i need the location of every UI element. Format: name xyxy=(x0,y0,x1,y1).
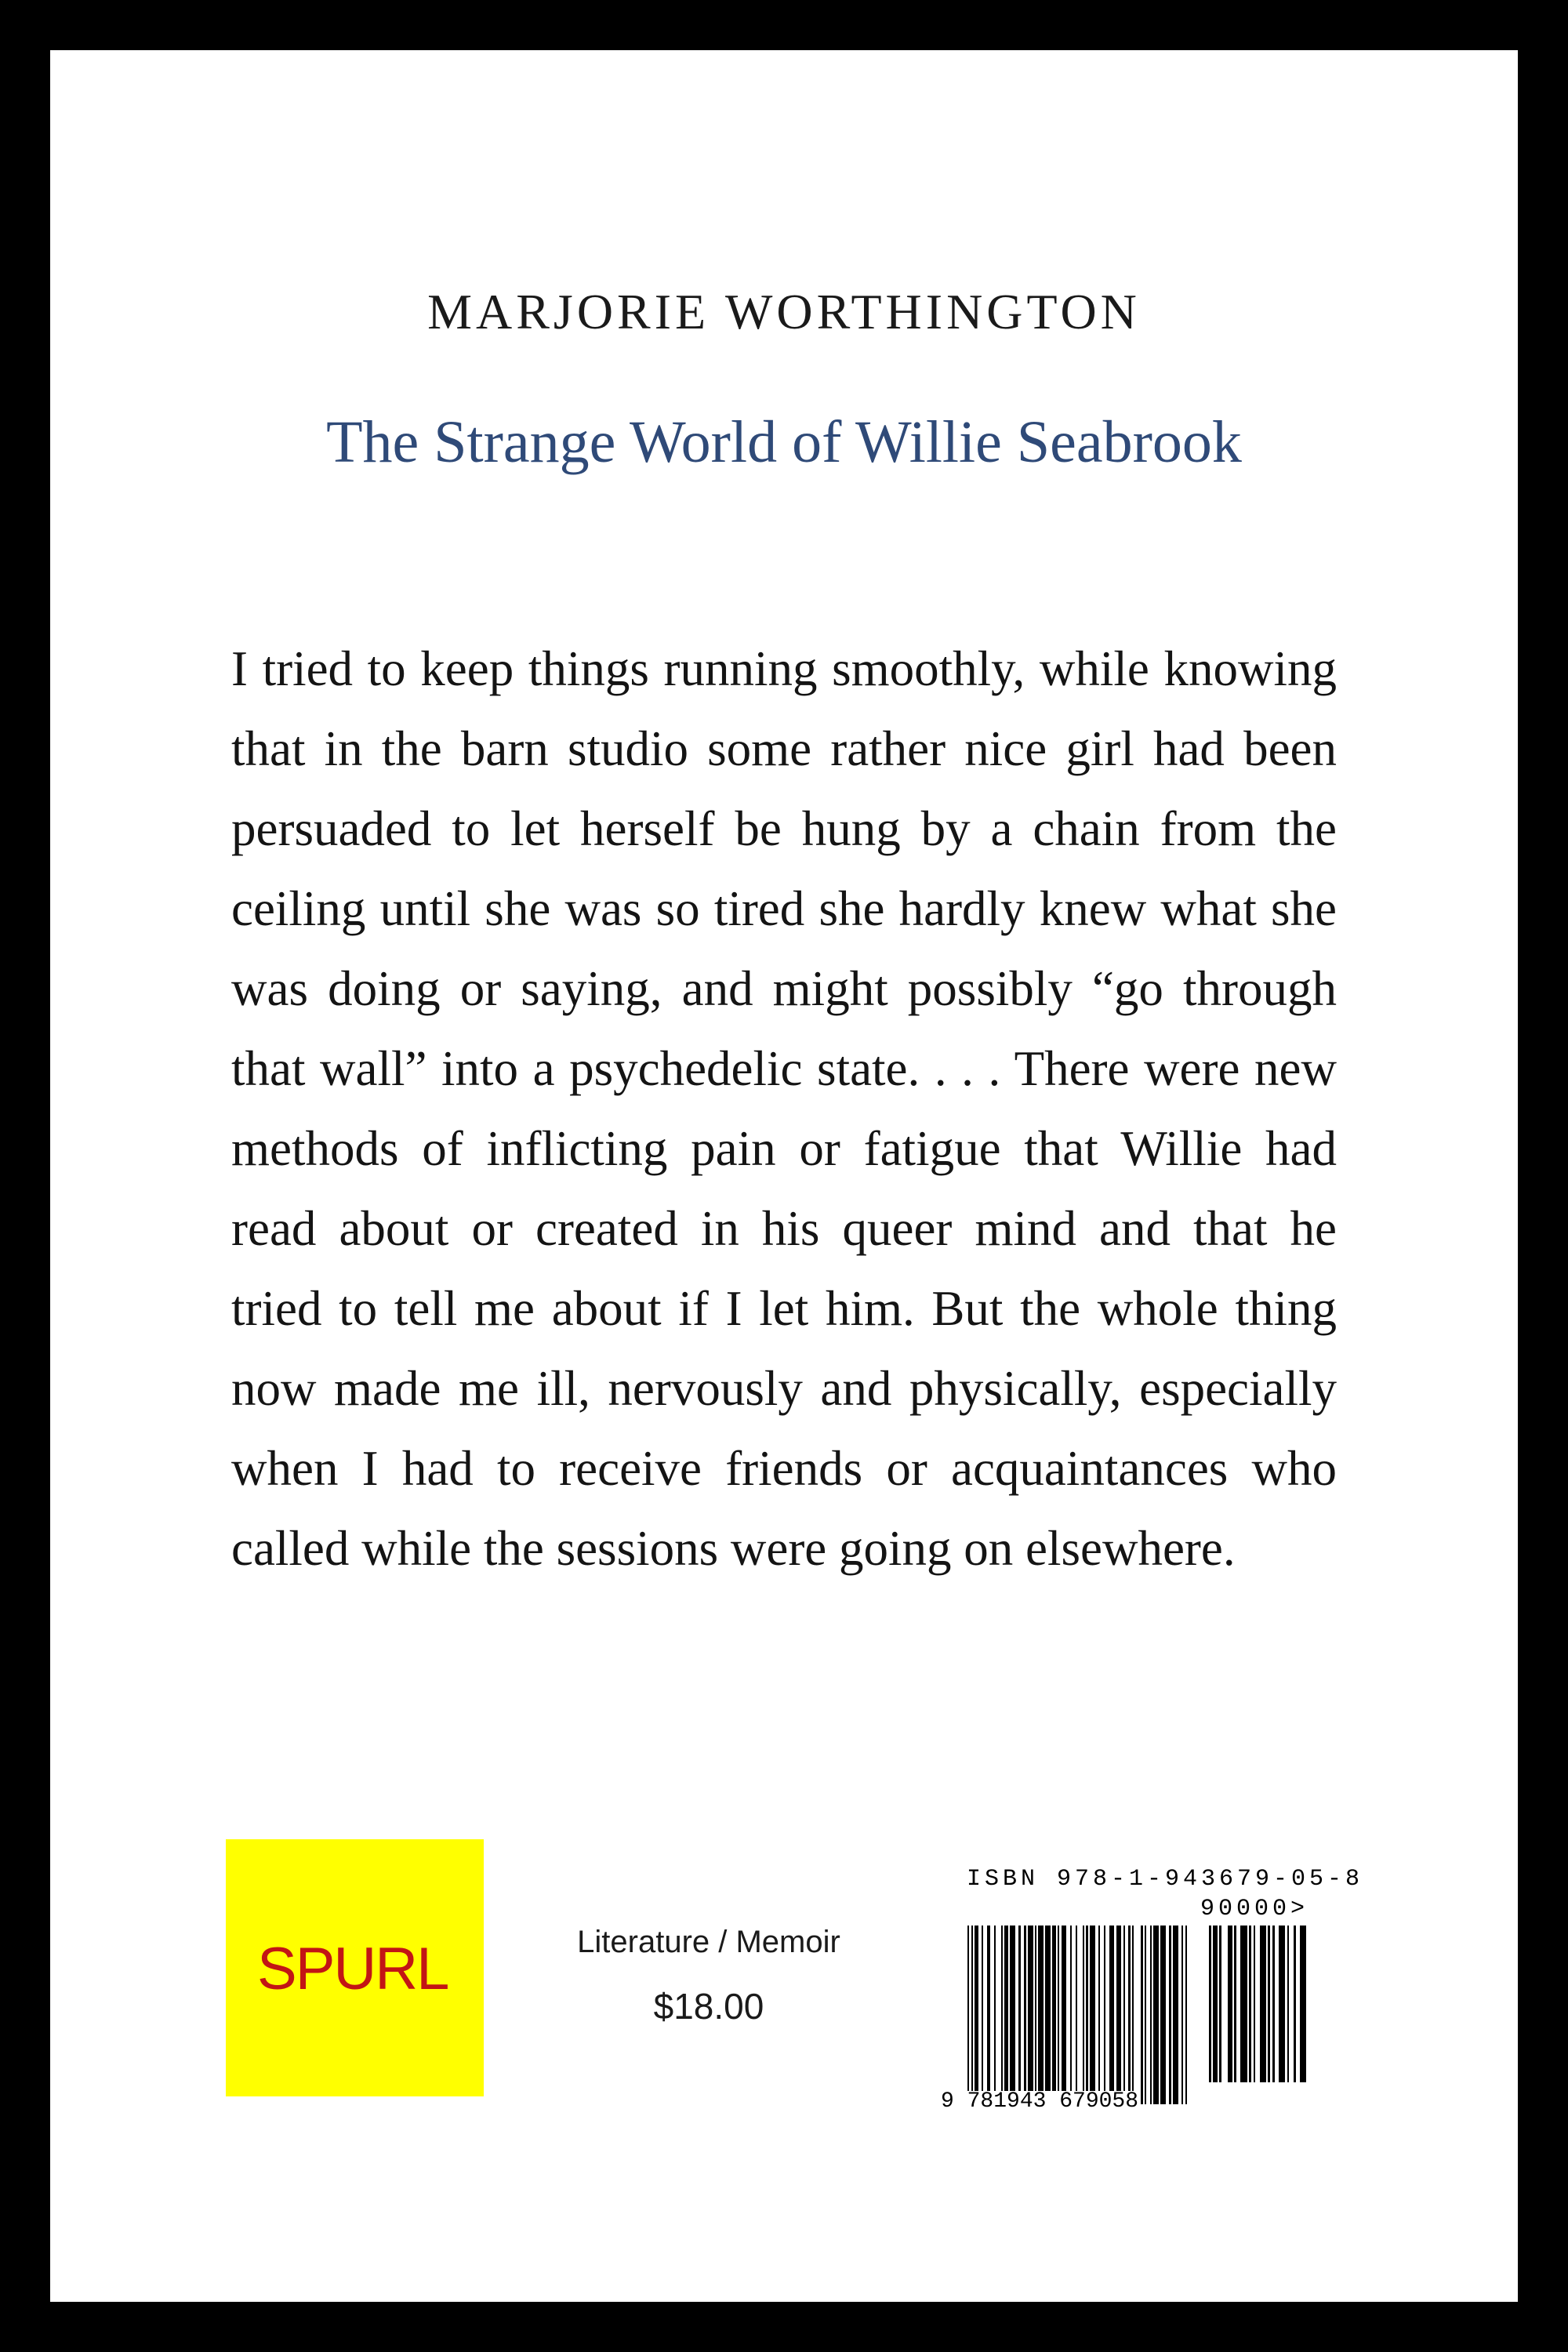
barcode-bar xyxy=(1116,1926,1122,2104)
book-title: The Strange World of Willie Seabrook xyxy=(326,409,1242,475)
blurb-line: methods of inflicting pain or fatigue that Willie had xyxy=(231,1121,1337,1176)
barcode-bar xyxy=(1141,1926,1142,2104)
barcode-bar xyxy=(1287,1926,1290,2082)
barcode-bar xyxy=(1294,1926,1296,2082)
back-cover xyxy=(50,50,1518,2302)
barcode-bar xyxy=(1240,1926,1247,2082)
barcode-bar xyxy=(1028,1926,1033,2104)
barcode-bar xyxy=(1018,1926,1020,2104)
barcode-bar xyxy=(1300,1926,1306,2082)
barcode-bar xyxy=(975,1926,978,2104)
blurb-line: now made me ill, nervously and physically, especially xyxy=(231,1361,1337,1416)
barcode-bar xyxy=(1132,1926,1134,2104)
barcode-bar xyxy=(1268,1926,1270,2082)
barcode-bar xyxy=(971,1926,973,2104)
blurb-line: tried to tell me about if I let him. But the whole thing xyxy=(231,1281,1337,1336)
barcode xyxy=(967,1926,1187,2104)
barcode-bar xyxy=(994,1926,996,2104)
blurb-line: called while the sessions were going on elsewhere. xyxy=(231,1521,1236,1576)
barcode-bar xyxy=(1123,1926,1125,2104)
barcode-addon xyxy=(1209,1926,1306,2082)
barcode-bar xyxy=(1150,1926,1152,2104)
barcode-bar xyxy=(1254,1926,1256,2082)
barcode-bar xyxy=(987,1926,991,2104)
barcode-bar xyxy=(1045,1926,1051,2104)
blurb-line: read about or created in his queer mind and that he xyxy=(231,1201,1337,1256)
barcode-bar xyxy=(1062,1926,1067,2104)
barcode-bar xyxy=(1279,1926,1285,2082)
barcode-bar xyxy=(1228,1926,1232,2082)
barcode-bar xyxy=(1160,1926,1166,2104)
blurb-line: ceiling until she was so tired she hardly knew what she xyxy=(231,881,1337,936)
barcode-bar xyxy=(1010,1926,1015,2104)
publisher-logo xyxy=(226,1839,484,2096)
barcode-bar xyxy=(1169,1926,1171,2104)
book-category: Literature / Memoir xyxy=(577,1925,840,1959)
barcode-bar xyxy=(967,1926,969,2104)
barcode-bar xyxy=(1219,1926,1221,2082)
book-price: $18.00 xyxy=(653,1986,764,2027)
barcode-bar xyxy=(1052,1926,1056,2104)
barcode-bar xyxy=(1173,1926,1178,2104)
blurb-line: I tried to keep things running smoothly, while knowing xyxy=(231,641,1337,696)
barcode-bar xyxy=(1153,1926,1159,2104)
barcode-bar xyxy=(1001,1926,1003,2104)
barcode-bar xyxy=(1128,1926,1130,2104)
barcode-bar xyxy=(1038,1926,1044,2104)
barcode-bar xyxy=(1076,1926,1077,2104)
barcode-bar xyxy=(1035,1926,1036,2104)
barcode-bar xyxy=(1098,1926,1100,2104)
barcode-bar xyxy=(1058,1926,1059,2104)
barcode-digits: 9 781943 679058 xyxy=(941,2089,1139,2114)
barcode-bar xyxy=(1145,1926,1146,2104)
barcode-bar xyxy=(1086,1926,1087,2104)
barcode-bar xyxy=(1213,1926,1217,2082)
barcode-price-code: 90000> xyxy=(1200,1896,1309,1922)
barcode-bar xyxy=(1234,1926,1236,2082)
barcode-bar xyxy=(1260,1926,1266,2082)
barcode-bar xyxy=(1109,1926,1115,2104)
barcode-bar xyxy=(1249,1926,1251,2082)
blurb-line: that wall” into a psychedelic state. . . . There were new xyxy=(231,1041,1337,1096)
barcode-bar xyxy=(1083,1926,1084,2104)
author-name: MARJORIE WORTHINGTON xyxy=(427,284,1141,339)
barcode-bar xyxy=(1090,1926,1095,2104)
blurb-line: persuaded to let herself be hung by a chain from the xyxy=(231,801,1337,856)
barcode-bar xyxy=(982,1926,983,2104)
blurb-line: when I had to receive friends or acquaintances who xyxy=(231,1441,1337,1496)
barcode-bar xyxy=(1024,1926,1025,2104)
blurb-line: was doing or saying, and might possibly “go through xyxy=(231,961,1337,1016)
barcode-bar xyxy=(1104,1926,1105,2104)
isbn-label: ISBN 978-1-943679-05-8 xyxy=(967,1866,1364,1893)
barcode-bar xyxy=(1004,1926,1008,2104)
blurb-quote xyxy=(231,629,1337,1588)
blurb-line: that in the barn studio some rather nice girl had been xyxy=(231,721,1337,776)
barcode-bar xyxy=(1181,1926,1183,2104)
barcode-bar xyxy=(1272,1926,1275,2082)
barcode-bar xyxy=(1209,1926,1211,2082)
barcode-bar xyxy=(1185,1926,1187,2104)
publisher-logo-text: SPURL xyxy=(257,1936,448,2002)
barcode-bar xyxy=(1070,1926,1072,2104)
